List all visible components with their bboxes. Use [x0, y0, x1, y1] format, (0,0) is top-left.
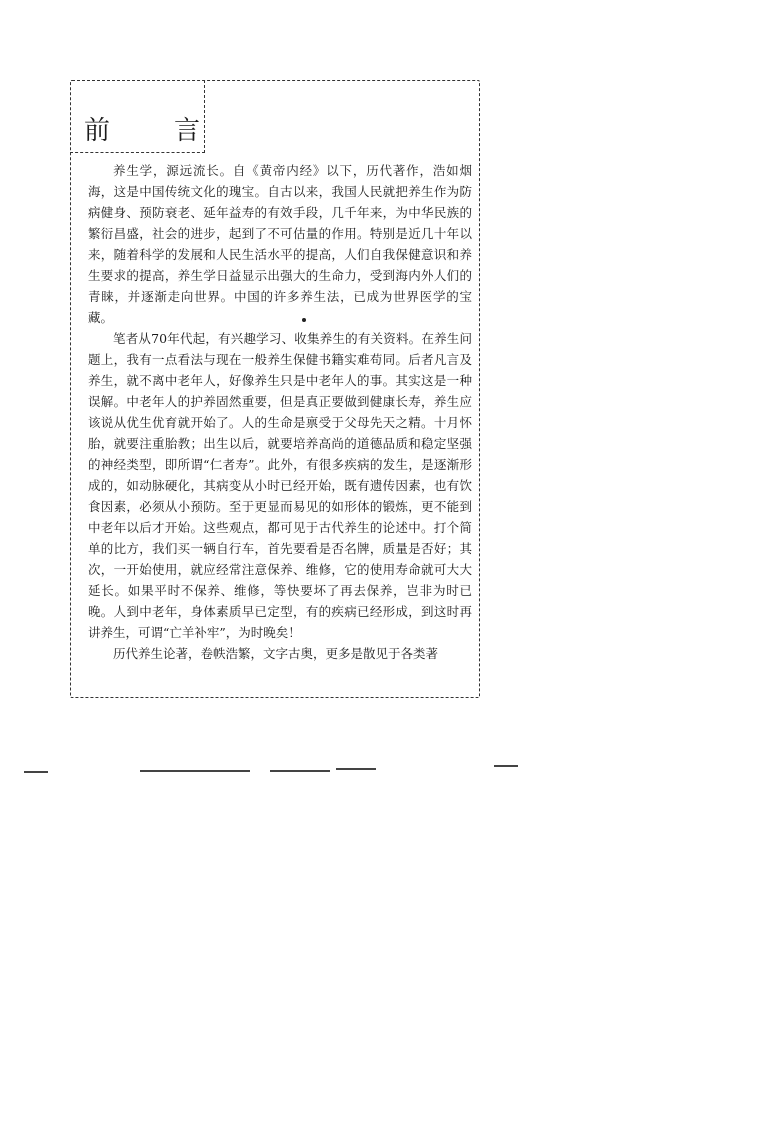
paragraph-1: 养生学，源远流长。自《黄帝内经》以下，历代著作，浩如烟海，这是中国传统文化的瑰宝。自古以来，我国人民就把养生作为防病健身、预防衰老、延年益寿的有效手段，几千年来，为中华民族的繁衍昌盛，社会的进步，起到了不可估量的作用。特别是近几十年以来，随着科学的发展和人民生活水平的提高，人们自我保健意识和养生要求的提高，养生学日益显示出强大的生命力，受到海内外人们的青睐，并逐渐走向世界。中国的许多养生法，已成为世界医学的宝藏。	[88, 163, 472, 325]
scan-mark	[494, 765, 518, 767]
page-title	[84, 110, 200, 147]
paragraph-3: 历代养生论著，卷帙浩繁，文字古奥，更多是散见于各类著	[113, 646, 439, 661]
scan-mark	[140, 770, 250, 772]
scan-speck	[302, 318, 306, 322]
scan-mark	[336, 768, 376, 770]
preface-body	[88, 160, 472, 664]
scan-mark	[270, 770, 330, 772]
paragraph-2: 笔者从70年代起，有兴趣学习、收集养生的有关资料。在养生问题上，我有一点看法与现在一般养生保健书籍实难苟同。后者凡言及养生，就不离中老年人，好像养生只是中老年人的事。其实这是一种误解。中老年人的护养固然重要，但是真正要做到健康长寿，养生应该说从优生优育就开始了。人的生命是禀受于父母先天之精。十月怀胎，就要注重胎教；出生以后，就要培养高尚的道德品质和稳定坚强的神经类型，即所谓“仁者寿”。此外，有很多疾病的发生，是逐渐形成的，如动脉硬化，其病变从小时已经开始，既有遗传因素，也有饮食因素，必须从小预防。至于更显而易见的如形体的锻炼，更不能到中老年以后才开始。这些观点，都可见于古代养生的论述中。打个简单的比方，我们买一辆自行车，首先要看是否名牌，质量是否好；其次，一开始使用，就应经常注意保养、维修，它的使用寿命就可大大延长。如果平时不保养、维修，等快要坏了再去保养，岂非为时已晚。人到中老年，身体素质早已定型，有的疾病已经形成，到这时再讲养生，可谓“亡羊补牢”，为时晚矣！	[88, 331, 472, 640]
title-char-2: 言	[173, 116, 200, 146]
title-char-1: 前	[84, 116, 111, 146]
scan-mark	[24, 771, 48, 773]
